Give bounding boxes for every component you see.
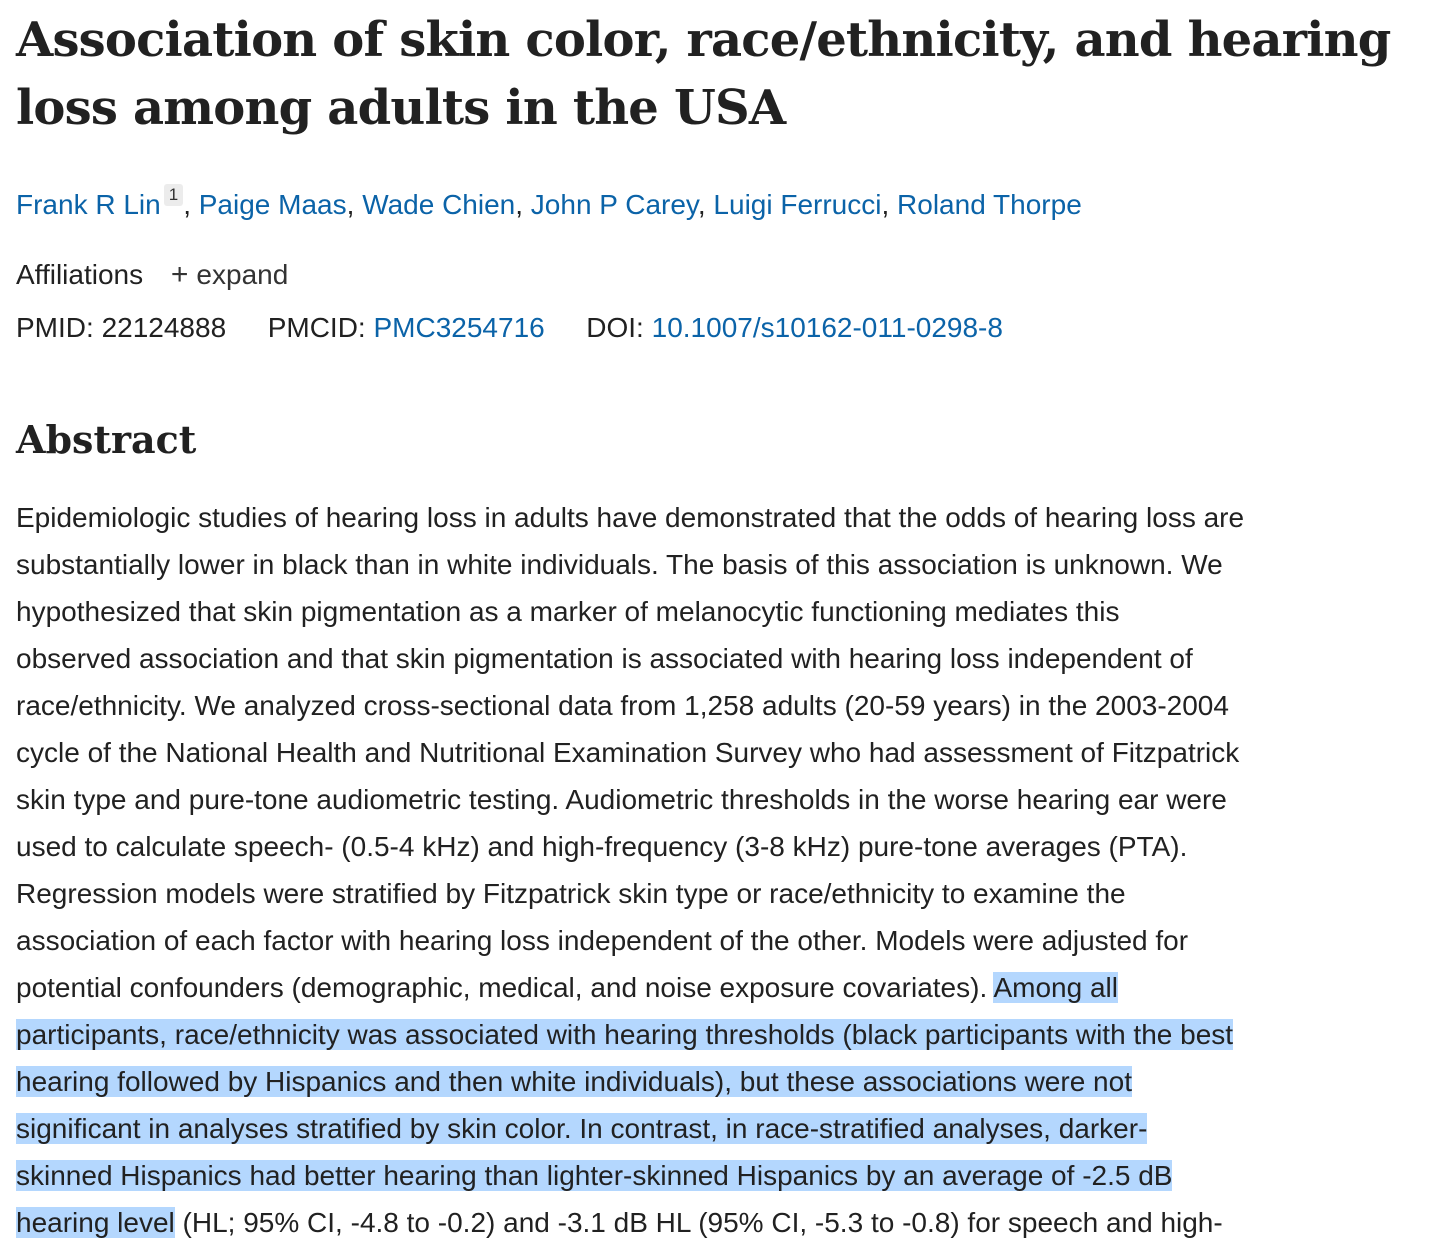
author-link[interactable]: Frank R Lin [16, 189, 161, 220]
abstract-line [16, 635, 1446, 682]
abstract-text-segment: race/ethnicity. We analyzed cross-sectional data from 1,258 adults (20-59 years) in the 2003-2004 [16, 690, 1229, 721]
doi-label: DOI: [586, 312, 644, 343]
abstract-text-segment: Epidemiologic studies of hearing loss in adults have demonstrated that the odds of hearing loss are [16, 502, 1245, 533]
author-list [16, 184, 1082, 225]
abstract-text-segment: substantially lower in black than in white individuals. The basis of this association is unknown. We [16, 549, 1223, 580]
article-title: Association of skin color, race/ethnicity, and hearing loss among adults in the USA [16, 12, 1391, 136]
selected-text: Among all [993, 972, 1118, 1003]
abstract-line [16, 1199, 1446, 1246]
abstract-line [16, 870, 1446, 917]
affiliations-row [16, 255, 288, 295]
abstract-line [16, 776, 1446, 823]
abstract-text-segment: Regression models were stratified by Fitzpatrick skin type or race/ethnicity to examine the [16, 878, 1126, 909]
abstract-heading: Abstract [16, 417, 197, 462]
pmcid-link[interactable]: PMC3254716 [373, 312, 545, 343]
abstract-text-segment: association of each factor with hearing loss independent of the other. Models were adjusted for [16, 925, 1189, 956]
author-separator: , [515, 189, 531, 220]
selected-text: participants, race/ethnicity was associated with hearing thresholds (black participants with the best [16, 1019, 1234, 1050]
abstract-line [16, 588, 1446, 635]
pmid-label: PMID: [16, 312, 94, 343]
abstract-line [16, 1105, 1446, 1152]
abstract-line [16, 823, 1446, 870]
selected-text: hearing followed by Hispanics and then white individuals), but these associations were not [16, 1066, 1132, 1097]
author-separator: , [346, 189, 363, 220]
abstract-line [16, 1011, 1446, 1058]
abstract-line [16, 729, 1446, 776]
author-separator: , [183, 189, 199, 220]
author-link[interactable]: Roland Thorpe [897, 189, 1082, 220]
abstract-line [16, 1152, 1446, 1199]
abstract-line [16, 682, 1446, 729]
author-separator: , [881, 189, 898, 220]
abstract-text-segment: observed association and that skin pigmentation is associated with hearing loss independent of [16, 643, 1193, 674]
pmid-value: 22124888 [101, 312, 227, 343]
abstract-text [16, 494, 1446, 1246]
abstract-line [16, 494, 1446, 541]
author-link[interactable]: Paige Maas [198, 189, 347, 220]
doi-link[interactable]: 10.1007/s10162-011-0298-8 [651, 312, 1003, 343]
selected-text: hearing level [16, 1207, 175, 1238]
author-link[interactable]: Luigi Ferrucci [713, 189, 882, 220]
author-link[interactable]: John P Carey [530, 189, 698, 220]
author-separator: , [697, 189, 714, 220]
abstract-line [16, 1058, 1446, 1105]
abstract-text-segment: (HL; 95% CI, -4.8 to -0.2) and -3.1 dB HL (95% CI, -5.3 to -0.8) for speech and high- [174, 1207, 1223, 1238]
expand-label: expand [196, 259, 289, 290]
abstract-line [16, 964, 1446, 1011]
author-link[interactable]: Wade Chien [362, 189, 516, 220]
selected-text: skinned Hispanics had better hearing than lighter-skinned Hispanics by an average of -2.5 dB [16, 1160, 1173, 1191]
abstract-text-segment: used to calculate speech- (0.5-4 kHz) and high-frequency (3-8 kHz) pure-tone averages (PTA). [16, 831, 1188, 862]
expand-affiliations-button[interactable] [171, 259, 288, 290]
abstract-line [16, 541, 1446, 588]
abstract-text-segment: cycle of the National Health and Nutritional Examination Survey who had assessment of Fitzpatrick [16, 737, 1240, 768]
abstract-line [16, 917, 1446, 964]
abstract-text-segment: hypothesized that skin pigmentation as a marker of melanocytic functioning mediates this [16, 596, 1120, 627]
affiliation-number-badge[interactable]: 1 [164, 184, 183, 206]
identifiers-row [16, 308, 1003, 348]
plus-icon: + [170, 258, 189, 291]
abstract-text-segment: potential confounders (demographic, medical, and noise exposure covariates). [16, 972, 994, 1003]
abstract-text-segment: skin type and pure-tone audiometric testing. Audiometric thresholds in the worse hearing ear were [16, 784, 1227, 815]
pmcid-label: PMCID: [267, 312, 366, 343]
selected-text: significant in analyses stratified by skin color. In contrast, in race-stratified analyses, darker- [16, 1113, 1148, 1144]
affiliations-label: Affiliations [16, 259, 144, 290]
